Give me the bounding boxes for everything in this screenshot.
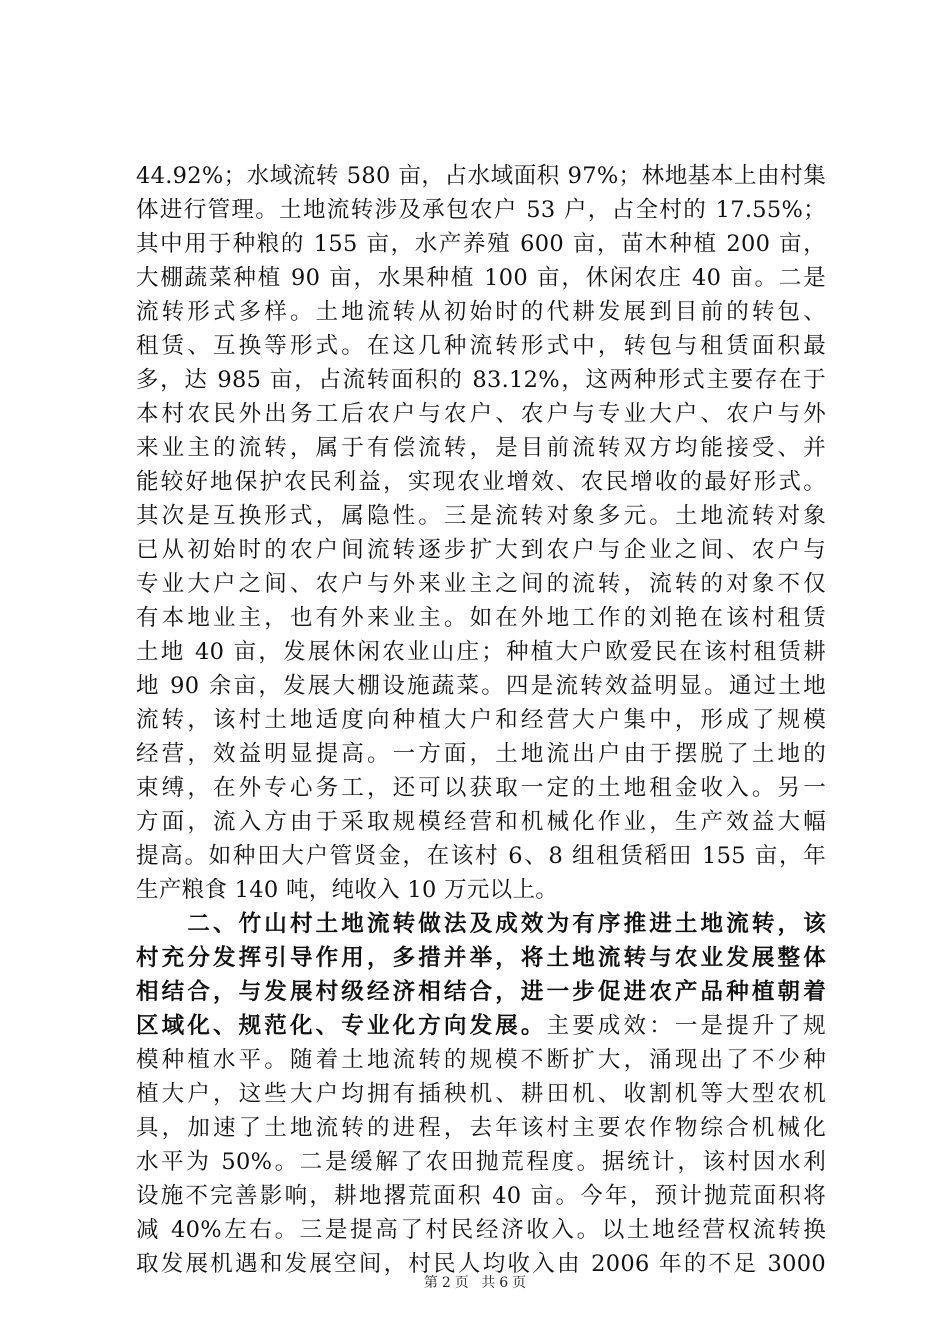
text-line: 水平为 50%。二是缓解了农田抛荒程度。据统计，该村因水利: [136, 1149, 826, 1175]
text-line-mixed: [136, 1009, 826, 1043]
text-line: 已从初始时的农户间流转逐步扩大到农户与企业之间、农户与: [136, 537, 826, 563]
text-line: 植大户，这些大户均拥有插秧机、耕田机、收割机等大型农机: [136, 1081, 826, 1107]
text-line: 租赁、互换等形式。在这几种流转形式中，转包与租赁面积最: [136, 333, 826, 359]
text-line: 流转，该村土地适度向种植大户和经营大户集中，形成了规模: [136, 707, 826, 733]
text-line: 本村农民外出务工后农户与农户、农户与专业大户、农户与外: [136, 401, 826, 427]
text-line: 提高。如种田大户管贤金，在该村 6、8 组租赁稻田 155 亩，年: [136, 843, 826, 869]
text-line: 体进行管理。土地流转涉及承包农户 53 户，占全村的 17.55%；: [136, 197, 826, 223]
section-heading-line: 相结合，与发展村级经济相结合，进一步促进农产品种植朝着: [136, 979, 826, 1005]
text-line: 其次是互换形式，属隐性。三是流转对象多元。土地流转对象: [136, 503, 826, 529]
page-footer: [0, 1273, 950, 1293]
text-line: 经营，效益明显提高。一方面，土地流出户由于摆脱了土地的: [136, 741, 826, 767]
total-prefix: 共: [481, 1275, 496, 1291]
page-number: 2: [441, 1275, 451, 1291]
text-line: 流转形式多样。土地流转从初始时的代耕发展到目前的转包、: [136, 299, 826, 325]
text-line: 来业主的流转，属于有偿流转，是目前流转双方均能接受、并: [136, 435, 826, 461]
text-line: 模种植水平。随着土地流转的规模不断扩大，涌现出了不少种: [136, 1047, 826, 1073]
text-line: 土地 40 亩，发展休闲农业山庄；种植大户欧爱民在该村租赁耕: [136, 639, 826, 665]
text-line: 束缚，在外专心务工，还可以获取一定的土地租金收入。另一: [136, 775, 826, 801]
text-line: 方面，流入方由于采取规模经营和机械化作业，生产效益大幅: [136, 809, 826, 835]
text-line: 大棚蔬菜种植 90 亩，水果种植 100 亩，休闲农庄 40 亩。二是: [136, 265, 826, 291]
section-heading-tail: 区域化、规范化、专业化方向发展。: [136, 1013, 547, 1039]
section-heading-line: 村充分发挥引导作用，多措并举，将土地流转与农业发展整体: [136, 945, 826, 971]
text-line: 具，加速了土地流转的进程，去年该村主要农作物综合机械化: [136, 1115, 826, 1141]
text-line: 减 40%左右。三是提高了村民经济收入。以土地经营权流转换: [136, 1217, 826, 1243]
section-heading-line: 二、竹山村土地流转做法及成效为有序推进土地流转，该: [136, 911, 826, 937]
total-pages: 6: [499, 1275, 509, 1291]
total-suffix: 页: [512, 1275, 527, 1291]
text-line: 有本地业主，也有外来业主。如在外地工作的刘艳在该村租赁: [136, 605, 826, 631]
page-indicator: [422, 1275, 471, 1291]
text-line: 生产粮食 140 吨，纯收入 10 万元以上。: [136, 877, 559, 903]
text-line: 44.92%；水域流转 580 亩，占水域面积 97%；林地基本上由村集: [136, 163, 826, 189]
text-line: 专业大户之间、农户与外来业主之间的流转，流转的对象不仅: [136, 571, 826, 597]
text-line: 其中用于种粮的 155 亩，水产养殖 600 亩，苗木种植 200 亩，: [136, 231, 826, 257]
page-prefix: 第: [423, 1275, 438, 1291]
text-line: 多，达 985 亩，占流转面积的 83.12%，这两种形式主要存在于: [136, 367, 826, 393]
text-line: 取发展机遇和发展空间，村民人均收入由 2006 年的不足 3000: [136, 1251, 826, 1277]
body-text: [136, 159, 826, 1281]
text-line: 能较好地保护农民利益，实现农业增效、农民增收的最好形式。: [136, 469, 826, 495]
page-suffix: 页: [454, 1275, 469, 1291]
text-span: 主要成效：一是提升了规: [546, 1013, 826, 1039]
text-line: 地 90 余亩，发展大棚设施蔬菜。四是流转效益明显。通过土地: [136, 673, 826, 699]
total-pages-indicator: [479, 1275, 528, 1291]
text-line: 设施不完善影响，耕地撂荒面积 40 亩。今年，预计抛荒面积将: [136, 1183, 826, 1209]
